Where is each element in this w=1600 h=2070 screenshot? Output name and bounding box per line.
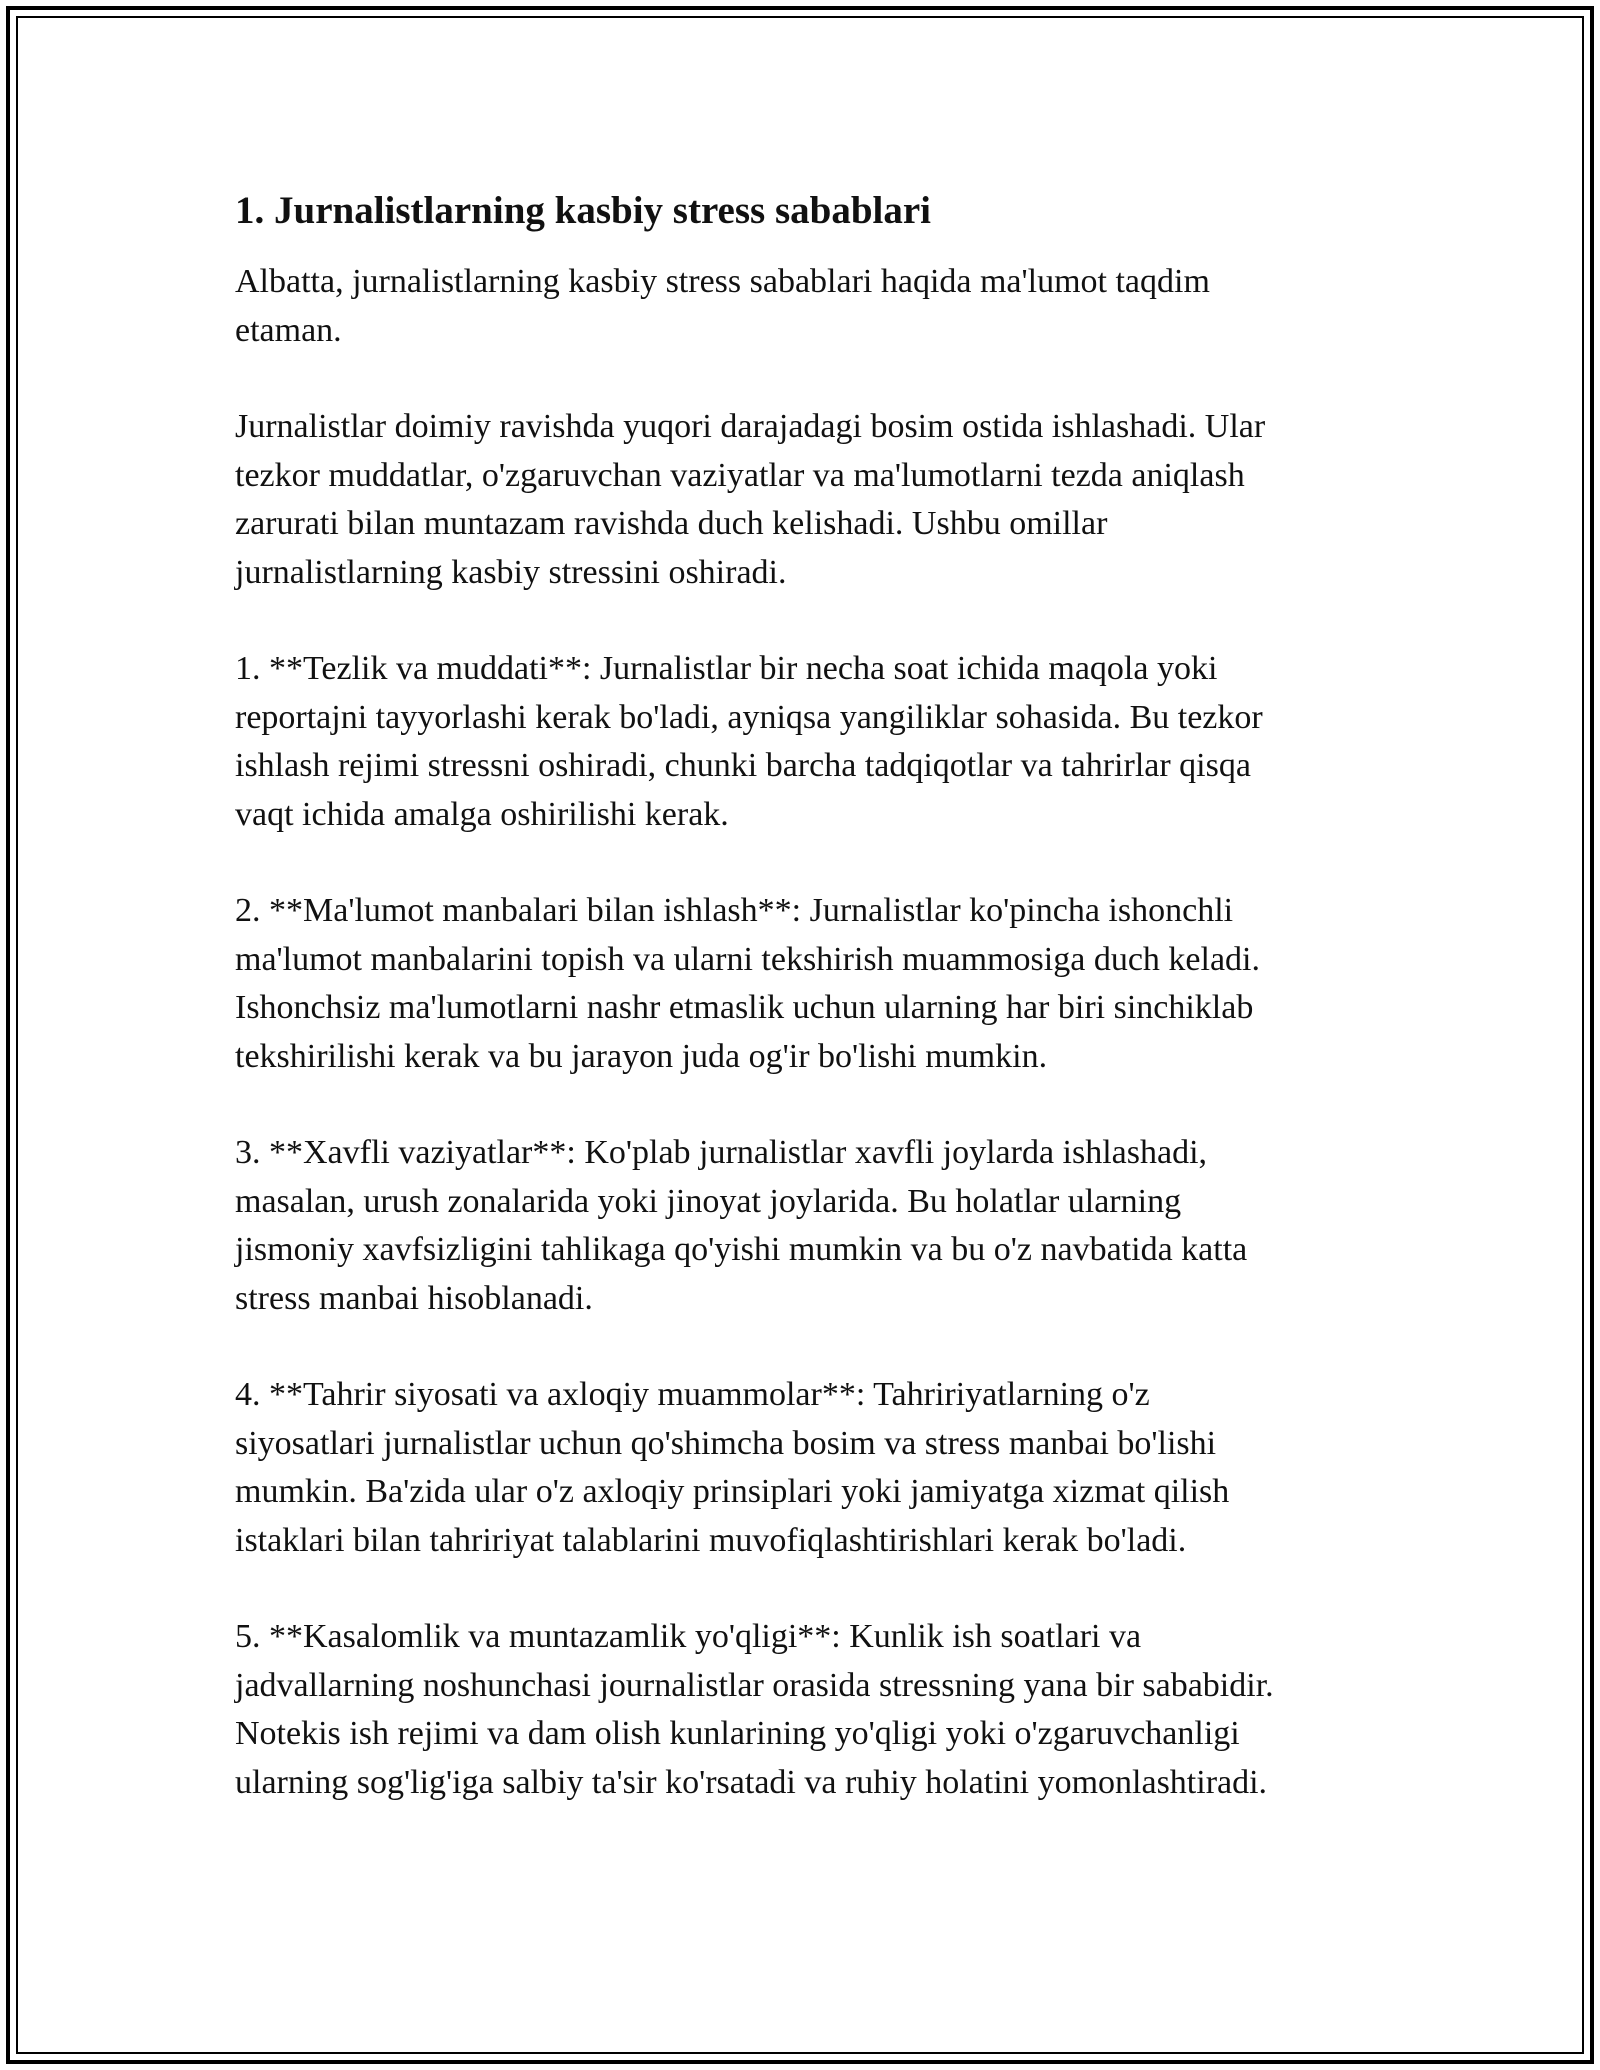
intro-paragraph: Albatta, jurnalistlarning kasbiy stress sabablari haqida ma'lumot taqdim etaman. bbox=[235, 263, 1210, 349]
context-paragraph: Jurnalistlar doimiy ravishda yuqori darajadagi bosim ostida ishlashadi. Ular tezkor muddatlar, o'zgaruvchan vaziyatlar va ma'lumotlarni tezda aniqlash zarurati bilan muntazam ravishda duch kelishadi. Ushbu omillar jurnalistlarning kasbiy stressini oshiradi. bbox=[235, 408, 1266, 591]
document-heading: 1. Jurnalistlarning kasbiy stress sabablari bbox=[235, 189, 932, 232]
cause-item-danger: 3. **Xavfli vaziyatlar**: Ko'plab jurnalistlar xavfli joylarda ishlashadi, masalan, urush zonalarida yoki jinoyat joylarida. Bu holatlar ularning jismoniy xavfsizligini tahlikaga qo'yishi mumkin va bu o'z navbatida katta stress manbai hisoblanadi. bbox=[235, 1134, 1248, 1317]
cause-item-speed: 1. **Tezlik va muddati**: Jurnalistlar bir necha soat ichida maqola yoki reportajni tayyorlashi kerak bo'ladi, ayniqsa yangiliklar sohasida. Bu tezkor ishlash rejimi stressni oshiradi, chunki barcha tadqiqotlar va tahrirlar qisqa vaqt ichida amalga oshirilishi kerak. bbox=[235, 650, 1263, 833]
cause-item-editorial: 4. **Tahrir siyosati va axloqiy muammolar**: Tahririyatlarning o'z siyosatlari jurnalistlar uchun qo'shimcha bosim va stress manbai bo'lishi mumkin. Ba'zida ular o'z axloqiy prinsiplari yoki jamiyatga xizmat qilish istaklari bilan tahririyat talablarini muvofiqlashtirishlari kerak bo'ladi. bbox=[235, 1376, 1230, 1559]
cause-item-schedule: 5. **Kasalomlik va muntazamlik yo'qligi**: Kunlik ish soatlari va jadvallarning noshunchasi journalistlar orasida stressning yana bir sababidir. Notekis ish rejimi va dam olish kunlarining yo'qligi yoki o'zgaruvchanligi ularning sog'lig'iga salbiy ta'sir ko'rsatadi va ruhiy holatini yomonlashtiradi. bbox=[235, 1618, 1274, 1801]
cause-item-sources: 2. **Ma'lumot manbalari bilan ishlash**: Jurnalistlar ko'pincha ishonchli ma'lumot manbalarini topish va ularni tekshirish muammosiga duch keladi. Ishonchsiz ma'lumotlarni nashr etmaslik uchun ularning har biri sinchiklab tekshirilishi kerak va bu jarayon juda og'ir bo'lishi mumkin. bbox=[235, 892, 1260, 1075]
document-body bbox=[235, 186, 1375, 1855]
